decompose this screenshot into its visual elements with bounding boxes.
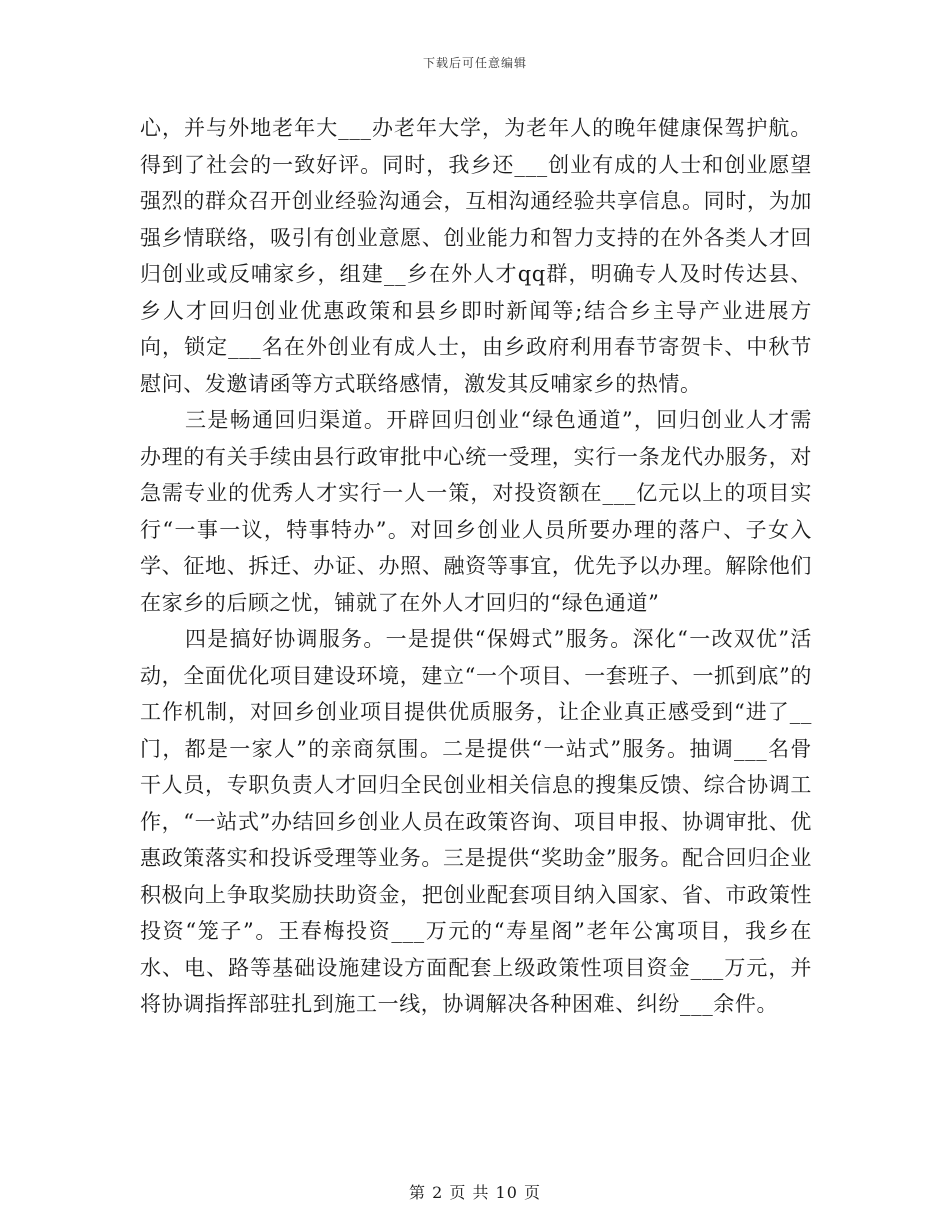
paragraph-coordination-service: 四是搞好协调服务。一是提供“保姆式”服务。深化“一改双优”活动，全面优化项目建设环境，建立“一个项目、一套班子、一抓到底”的工作机制，对回乡创业项目提供优质服务，让企业真正感受到“进了__门，都是一家人”的亲商氛围。二是提供“一站式”服务。抽调___名骨干人员，专职负责人才回归全民创业相关信息的搜集反馈、综合协调工作，“一站式”办结回乡创业人员在政策咨询、项目申报、协调审批、优惠政策落实和投诉受理等业务。三是提供“奖助金”服务。配合回归企业积极向上争取奖励扶助资金，把创业配套项目纳入国家、省、市政策性投资“笼子”。王春梅投资___万元的“寿星阁”老年公寓项目，我乡在水、电、路等基础设施建设方面配套上级政策性项目资金___万元，并将协调指挥部驻扎到施工一线，协调解决各种困难、纠纷___余件。 <box>140 627 812 1016</box>
paragraph-return-channel: 三是畅通回归渠道。开辟回归创业“绿色通道”，回归创业人才需办理的有关手续由县行政审批中心统一受理，实行一条龙代办服务，对急需专业的优秀人才实行一人一策，对投资额在___亿元以上的项目实行“一事一议，特事特办”。对回乡创业人员所要办理的落户、子女入学、征地、拆迁、办证、办照、融资等事宜，优先予以办理。解除他们在家乡的后顾之忧，铺就了在外人才回归的“绿色通道” <box>140 408 812 615</box>
page-number: 第 2 页 共 10 页 <box>409 1183 541 1202</box>
page-header-note: 下载后可任意编辑 <box>422 56 527 70</box>
paragraph-continuation: 心，并与外地老年大___办老年大学，为老年人的晚年健康保驾护航。得到了社会的一致好评。同时，我乡还___创业有成的人士和创业愿望强烈的群众召开创业经验沟通会，互相沟通经验共享信息。同时，为加强乡情联络，吸引有创业意愿、创业能力和智力支持的在外各类人才回归创业或反哺家乡，组建__乡在外人才qq群，明确专人及时传达县、乡人才回归创业优惠政策和县乡即时新闻等;结合乡主导产业进展方向，锁定___名在外创业有成人士，由乡政府利用春节寄贺卡、中秋节慰问、发邀请函等方式联络感情，激发其反哺家乡的热情。 <box>140 116 812 396</box>
document-body <box>140 110 812 1023</box>
